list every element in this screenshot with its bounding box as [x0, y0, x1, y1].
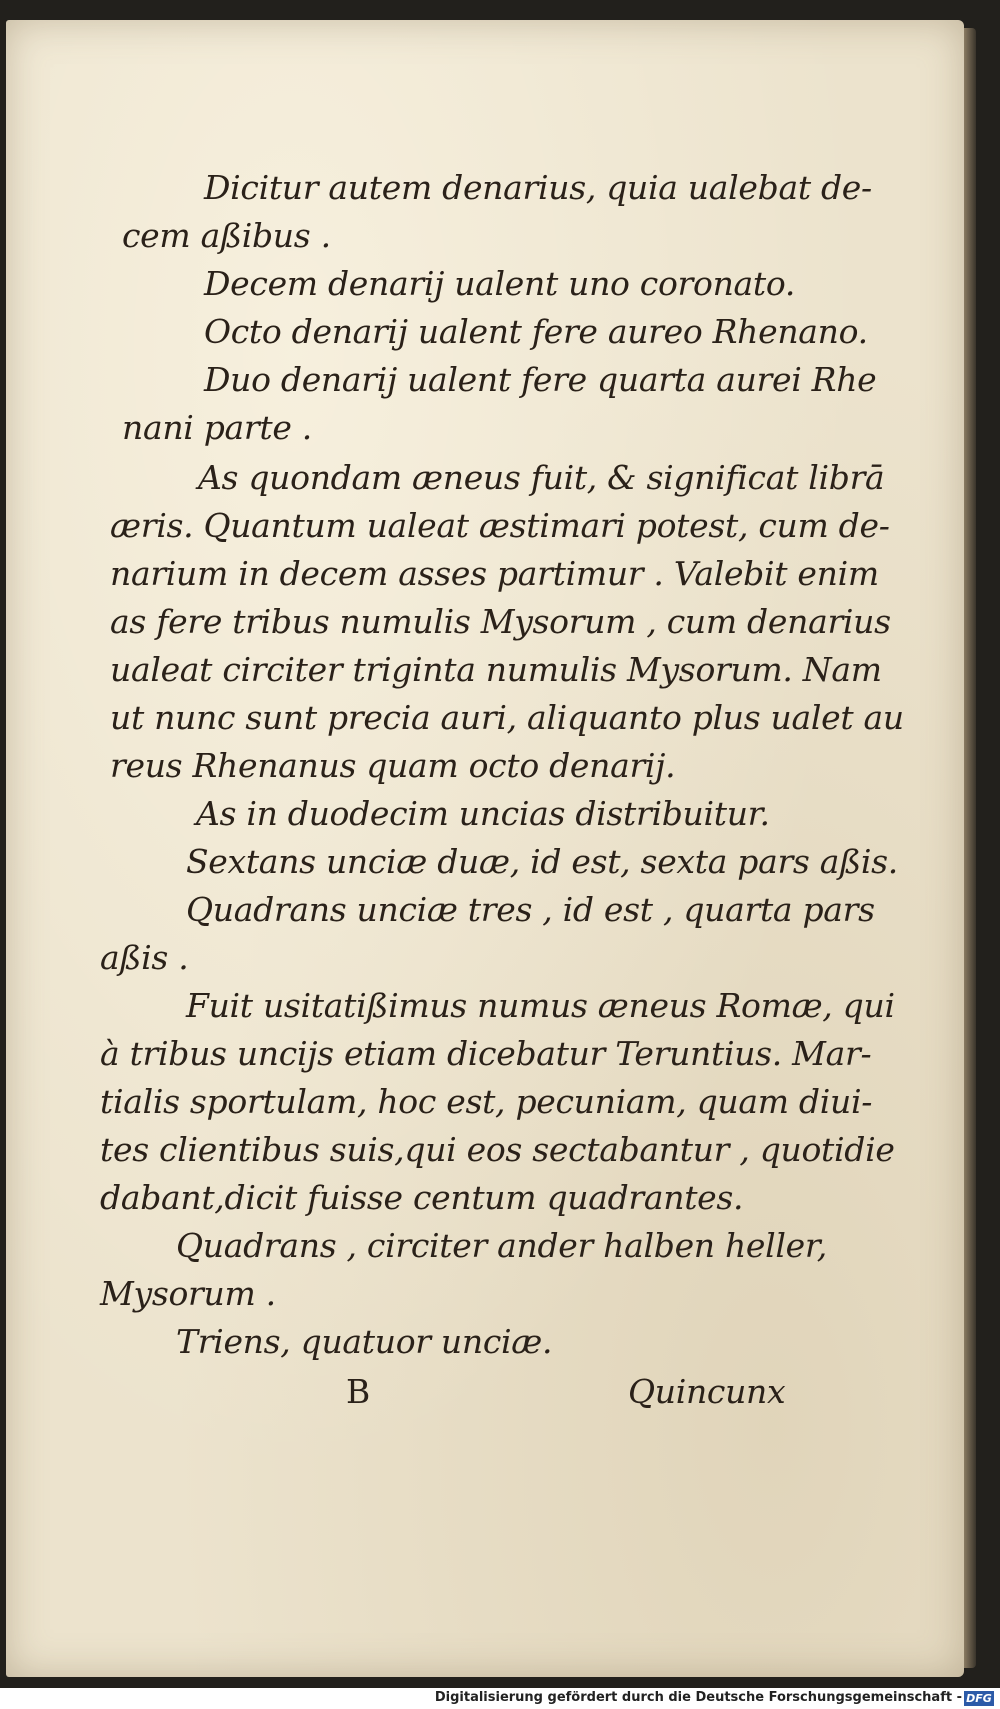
text-line: tes clientibus suis,qui eos sectabantur , quotidie	[100, 1130, 895, 1169]
digitization-footer	[0, 1688, 1000, 1709]
catchword: Quincunx	[628, 1372, 786, 1411]
text-line: Mysorum .	[100, 1274, 276, 1313]
dfg-logo: DFG	[964, 1691, 994, 1706]
book-page	[6, 20, 964, 1677]
page-edge	[964, 28, 976, 1668]
text-line: aßis .	[100, 938, 189, 977]
text-line: Triens, quatuor unciæ.	[176, 1322, 553, 1361]
text-line: As in duodecim uncias distribuitur.	[196, 794, 770, 833]
text-line: Quadrans unciæ tres , id est , quarta pars	[186, 890, 875, 929]
text-line: Octo denarij ualent fere aureo Rhenano.	[204, 312, 868, 351]
text-line: Quadrans , circiter ander halben heller,	[176, 1226, 827, 1265]
text-line: à tribus uncijs etiam dicebatur Teruntius. Mar-	[100, 1034, 872, 1073]
text-line: Duo denarij ualent fere quarta aurei Rhe	[204, 360, 877, 399]
text-line: æris. Quantum ualeat æstimari potest, cum de-	[110, 506, 890, 545]
text-line: Sextans unciæ duæ, id est, sexta pars aßis.	[186, 842, 898, 881]
signature-mark: B	[346, 1372, 370, 1411]
page-text	[6, 20, 964, 1677]
text-line: Dicitur autem denarius, quia ualebat de-	[204, 168, 872, 207]
footer-credit: Digitalisierung gefördert durch die Deutsche Forschungsgemeinschaft -	[434, 1690, 962, 1705]
text-line: Fuit usitatißimus numus æneus Romæ, qui	[186, 986, 895, 1025]
text-line: narium in decem asses partimur . Valebit enim	[110, 554, 879, 593]
text-line: as fere tribus numulis Mysorum , cum denarius	[110, 602, 891, 641]
text-line: ualeat circiter triginta numulis Mysorum. Nam	[110, 650, 882, 689]
text-line: tialis sportulam, hoc est, pecuniam, quam diui-	[100, 1082, 873, 1121]
text-line: Decem denarij ualent uno coronato.	[204, 264, 796, 303]
text-line: ut nunc sunt precia auri, aliquanto plus ualet au	[110, 698, 904, 737]
text-line: As quondam æneus fuit, & significat librā	[198, 458, 885, 497]
text-line: dabant,dicit fuisse centum quadrantes.	[100, 1178, 744, 1217]
text-line: cem aßibus .	[122, 216, 331, 255]
text-line: nani parte .	[122, 408, 312, 447]
text-line: reus Rhenanus quam octo denarij.	[110, 746, 676, 785]
